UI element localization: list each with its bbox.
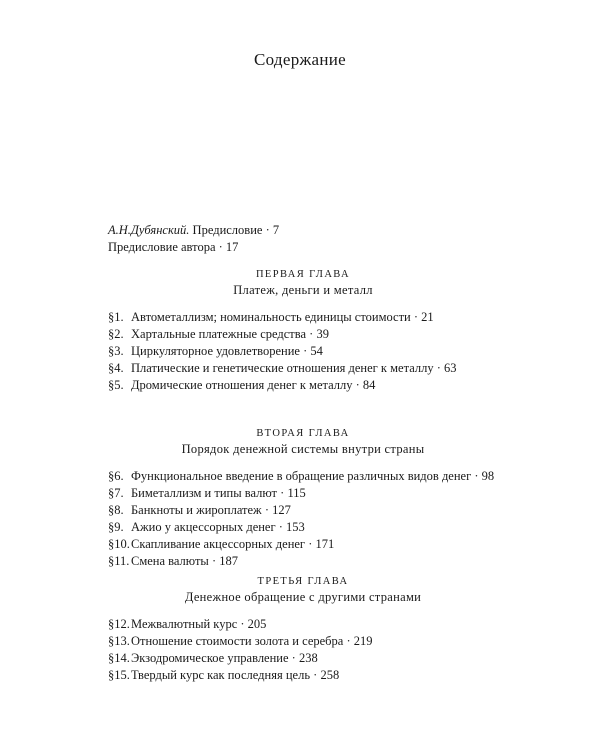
toc-entry-editor-preface[interactable]: А.Н.Дубянский. Предисловие · 7	[108, 223, 280, 237]
section-title: Скапливание акцессорных денег	[131, 537, 306, 551]
section-page: · 171	[305, 537, 334, 551]
toc-section[interactable]	[108, 343, 498, 360]
section-number: §13.	[108, 634, 130, 648]
section-page: · 21	[411, 310, 434, 324]
toc-section[interactable]	[108, 616, 498, 633]
entry-text: Предисловие	[192, 223, 263, 237]
section-number: §7.	[108, 486, 124, 500]
section-number: §14.	[108, 651, 130, 665]
toc-section[interactable]	[108, 519, 498, 536]
section-title: Экзодромическое управление	[131, 651, 289, 665]
section-page: · 127	[262, 503, 291, 517]
toc-section[interactable]	[108, 309, 498, 326]
section-number: §5.	[108, 378, 124, 392]
section-title: Ажио у акцессорных денег	[131, 520, 276, 534]
entry-page: 17	[225, 240, 239, 254]
entry-text: Предисловие автора	[108, 240, 216, 254]
section-title: Биметаллизм и типы валют	[131, 486, 278, 500]
section-page: · 115	[277, 486, 306, 500]
section-number: §15.	[108, 668, 130, 682]
section-number: §8.	[108, 503, 124, 517]
page-title: Содержание	[253, 50, 347, 69]
entry-page: 7	[272, 223, 280, 237]
section-title: Циркуляторное удовлетворение	[131, 344, 300, 358]
chapter-label: ВТОРАЯ ГЛАВА	[256, 428, 350, 439]
section-title: Автометаллизм; номинальность единицы стоимости	[131, 310, 411, 324]
toc-section[interactable]	[108, 360, 498, 377]
toc-section[interactable]	[108, 553, 498, 570]
chapter-title[interactable]: Денежное обращение с другими странами	[184, 590, 422, 604]
section-number: §9.	[108, 520, 124, 534]
section-page: · 98	[471, 469, 494, 483]
section-page: · 39	[306, 327, 329, 341]
section-title: Твердый курс как последняя цель	[131, 668, 311, 682]
section-number: §3.	[108, 344, 124, 358]
section-page: · 238	[289, 651, 318, 665]
toc-section[interactable]	[108, 485, 498, 502]
section-title: Отношение стоимости золота и серебра	[131, 634, 344, 648]
section-number: §4.	[108, 361, 124, 375]
section-page: · 258	[310, 668, 339, 682]
section-number: §6.	[108, 469, 124, 483]
section-page: · 54	[300, 344, 323, 358]
chapter-3	[108, 574, 498, 684]
section-title: Банкноты и жироплатеж	[131, 503, 262, 517]
section-number: §2.	[108, 327, 124, 341]
chapter-title[interactable]: Порядок денежной системы внутри страны	[181, 442, 425, 456]
toc-section[interactable]	[108, 326, 498, 343]
toc-section[interactable]	[108, 468, 498, 485]
section-page: · 153	[276, 520, 305, 534]
section-title: Дромические отношения денег к металлу	[131, 378, 353, 392]
section-number: §11.	[108, 554, 130, 568]
section-page: · 63	[434, 361, 457, 375]
section-number: §1.	[108, 310, 124, 324]
toc-section[interactable]	[108, 650, 498, 667]
section-title: Межвалютный курс	[131, 617, 238, 631]
section-page: · 84	[352, 378, 375, 392]
chapter-label: ТРЕТЬЯ ГЛАВА	[257, 576, 349, 587]
toc-section[interactable]	[108, 633, 498, 650]
section-title: Хартальные платежные средства	[131, 327, 307, 341]
chapter-title[interactable]: Платеж, деньги и металл	[233, 283, 373, 297]
chapter-label: ПЕРВАЯ ГЛАВА	[255, 269, 351, 280]
section-title: Платические и генетические отношения денег к металлу	[131, 361, 434, 375]
section-title: Смена валюты	[131, 554, 209, 568]
toc-section[interactable]	[108, 377, 498, 394]
entry-author: А.Н.Дубянский.	[108, 223, 190, 237]
preface-block	[108, 222, 498, 256]
section-number: §12.	[108, 617, 130, 631]
toc-section[interactable]	[108, 502, 498, 519]
toc-section[interactable]	[108, 536, 498, 553]
toc-section[interactable]	[108, 667, 498, 684]
chapter-1	[108, 267, 498, 394]
section-page: · 205	[237, 617, 266, 631]
section-number: §10.	[108, 537, 130, 551]
section-page: · 187	[209, 554, 238, 568]
chapter-2	[108, 426, 498, 570]
toc-entry-author-preface[interactable]: Предисловие автора · 17	[108, 240, 239, 254]
section-title: Функциональное введение в обращение различных видов денег	[131, 469, 472, 483]
section-page: · 219	[343, 634, 372, 648]
